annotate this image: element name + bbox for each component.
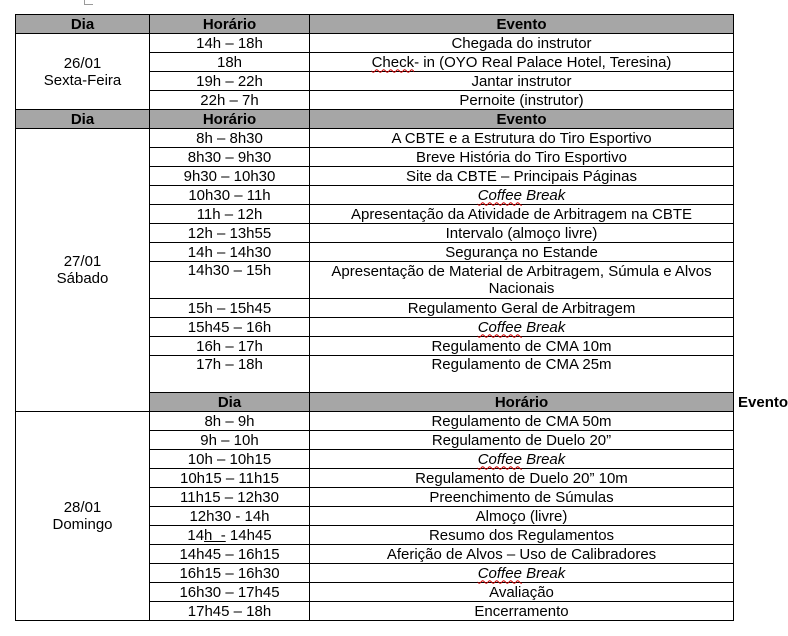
time-cell: 10h – 10h15 xyxy=(150,450,310,469)
spellcheck-word: Coffee xyxy=(477,186,522,204)
time-cell: 15h – 15h45 xyxy=(150,299,310,318)
spellcheck-word: Coffee xyxy=(477,564,522,582)
day-date: 28/01 xyxy=(63,499,102,516)
day-weekday: Sexta-Feira xyxy=(43,71,122,89)
event-cell: Apresentação de Material de Arbitragem, Súmula e Alvos Nacionais xyxy=(310,262,734,299)
time-cell: 10h15 – 11h15 xyxy=(150,469,310,488)
event-text: - in (OYO Real Palace Hotel, Teresina) xyxy=(414,53,672,71)
event-cell xyxy=(310,186,734,205)
event-cell xyxy=(310,318,734,337)
event-cell: Jantar instrutor xyxy=(310,72,734,91)
time-cell: 19h – 22h xyxy=(150,72,310,91)
event-cell: Regulamento de CMA 10m xyxy=(310,337,734,356)
event-cell: Regulamento de Duelo 20” 10m xyxy=(310,469,734,488)
event-text: Break xyxy=(521,564,566,582)
event-cell: A CBTE e a Estrutura do Tiro Esportivo xyxy=(310,129,734,148)
table-row xyxy=(16,412,734,431)
time-cell: 8h – 9h xyxy=(150,412,310,431)
day-cell xyxy=(16,129,150,412)
event-cell: Aferição de Alvos – Uso de Calibradores xyxy=(310,545,734,564)
event-cell: Site da CBTE – Principais Páginas xyxy=(310,167,734,186)
spellcheck-word: Check xyxy=(371,53,415,71)
event-cell: Pernoite (instrutor) xyxy=(310,91,734,110)
time-cell xyxy=(150,526,310,545)
time-cell: 15h45 – 16h xyxy=(150,318,310,337)
header-horario: Horário xyxy=(310,393,734,412)
time-text: 14 xyxy=(187,526,205,544)
time-cell: 11h – 12h xyxy=(150,205,310,224)
page-corner-mark xyxy=(84,0,93,5)
time-cell: 17h45 – 18h xyxy=(150,602,310,621)
event-cell xyxy=(310,53,734,72)
event-cell: Chegada do instrutor xyxy=(310,34,734,53)
event-text: Break xyxy=(521,450,566,468)
event-cell: Preenchimento de Súmulas xyxy=(310,488,734,507)
time-cell: 22h – 7h xyxy=(150,91,310,110)
time-cell: 14h – 18h xyxy=(150,34,310,53)
time-cell: 8h – 8h30 xyxy=(150,129,310,148)
time-cell: 9h – 10h xyxy=(150,431,310,450)
day-weekday: Sábado xyxy=(56,270,109,287)
header-row xyxy=(16,15,734,34)
time-cell: 16h30 – 17h45 xyxy=(150,583,310,602)
header-horario: Horário xyxy=(150,110,310,129)
time-cell: 17h – 18h xyxy=(150,356,310,393)
time-cell: 10h30 – 11h xyxy=(150,186,310,205)
time-cell: 14h45 – 16h15 xyxy=(150,545,310,564)
header-dia: Dia xyxy=(16,15,150,34)
table-row xyxy=(16,34,734,53)
header-row: Dia Horário Evento xyxy=(16,393,734,412)
event-cell xyxy=(310,450,734,469)
event-cell: Segurança no Estande xyxy=(310,243,734,262)
time-cell: 9h30 – 10h30 xyxy=(150,167,310,186)
time-cell: 12h30 - 14h xyxy=(150,507,310,526)
time-cell: 14h30 – 15h xyxy=(150,262,310,299)
time-cell: 16h15 – 16h30 xyxy=(150,564,310,583)
header-evento: Evento xyxy=(310,110,734,129)
time-cell: 16h – 17h xyxy=(150,337,310,356)
event-cell: Encerramento xyxy=(310,602,734,621)
day-date: 26/01 xyxy=(63,54,102,72)
event-cell: Apresentação da Atividade de Arbitragem na CBTE xyxy=(310,205,734,224)
event-cell: Regulamento de CMA 50m xyxy=(310,412,734,431)
time-cell: 8h30 – 9h30 xyxy=(150,148,310,167)
event-cell: Regulamento de CMA 25m xyxy=(310,356,734,393)
event-cell: Almoço (livre) xyxy=(310,507,734,526)
day-date: 27/01 xyxy=(63,253,102,270)
schedule-table xyxy=(15,14,788,621)
time-text: 14h45 xyxy=(225,526,272,544)
time-cell: 14h – 14h30 xyxy=(150,243,310,262)
time-cell: 18h xyxy=(150,53,310,72)
header-horario: Horário xyxy=(150,15,310,34)
event-text: Break xyxy=(521,318,566,336)
time-cell: 12h – 13h55 xyxy=(150,224,310,243)
header-dia: Dia xyxy=(16,110,150,129)
table-row xyxy=(16,129,734,148)
header-dia: Dia xyxy=(150,393,310,412)
spellcheck-word: Coffee xyxy=(477,450,522,468)
header-row xyxy=(16,110,734,129)
event-cell: Regulamento de Duelo 20” xyxy=(310,431,734,450)
event-text: Break xyxy=(521,186,566,204)
event-cell: Intervalo (almoço livre) xyxy=(310,224,734,243)
event-cell xyxy=(310,564,734,583)
event-cell: Regulamento Geral de Arbitragem xyxy=(310,299,734,318)
event-cell: Avaliação xyxy=(310,583,734,602)
day-weekday: Domingo xyxy=(52,516,113,533)
event-cell: Resumo dos Regulamentos xyxy=(310,526,734,545)
day-cell xyxy=(16,34,150,110)
time-cell: 11h15 – 12h30 xyxy=(150,488,310,507)
spellcheck-word: Coffee xyxy=(477,318,522,336)
header-evento: Evento xyxy=(310,15,734,34)
event-cell: Breve História do Tiro Esportivo xyxy=(310,148,734,167)
day-cell xyxy=(16,412,150,621)
time-text-underlined: h - xyxy=(204,526,226,544)
